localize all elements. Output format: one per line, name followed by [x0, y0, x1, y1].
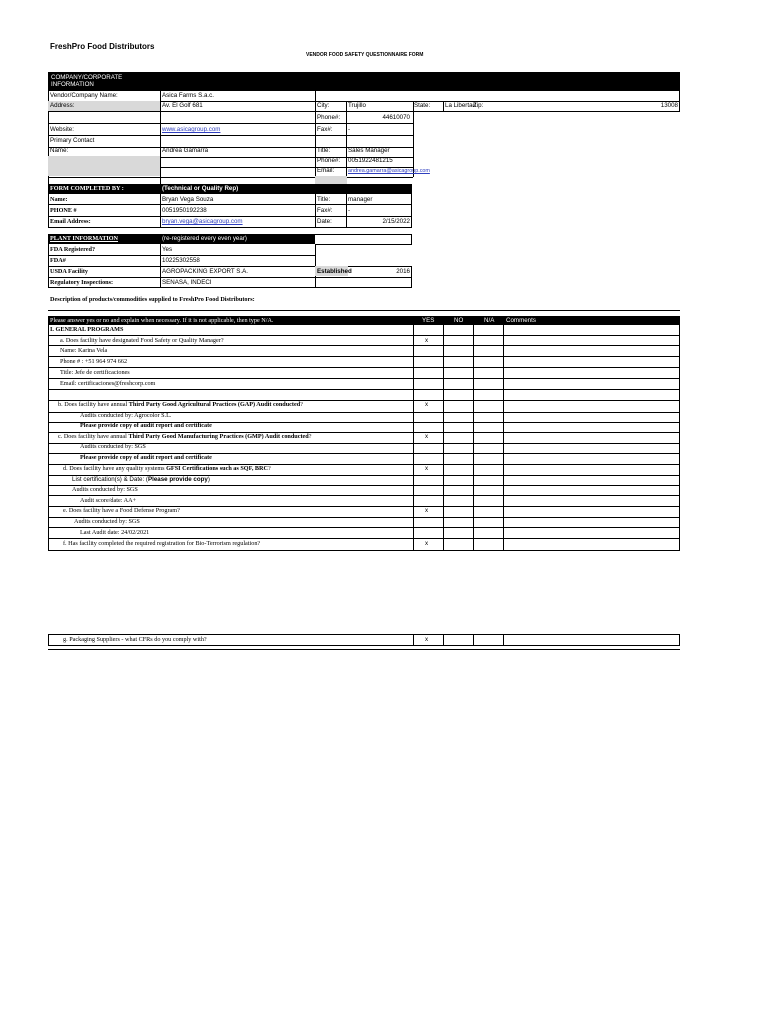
answer-b-yes[interactable]: x — [425, 401, 429, 408]
website-label: Website: — [50, 126, 74, 133]
zip-value: 13008 — [660, 102, 678, 109]
plant-section-title: PLANT INFORMATION — [50, 235, 119, 242]
company-heading: FreshPro Food Distributors — [50, 42, 155, 51]
answer-g-yes[interactable]: x — [425, 636, 429, 643]
zip-label: Zip: — [473, 102, 484, 109]
fda-number-label: FDA# — [50, 257, 66, 264]
completed-name-value: Bryan Vega Souza — [162, 196, 214, 203]
regulatory-label: Regulatory Inspections: — [50, 279, 114, 286]
completed-title-value: manager — [348, 196, 373, 203]
primary-contact-label: Primary Contact — [50, 137, 95, 144]
regulatory-value: SENASA, INDECI — [162, 279, 212, 286]
corporate-header-bar — [48, 72, 680, 91]
completed-fax-value: - — [348, 207, 351, 214]
question-b-copy: Please provide copy of audit report and certificate — [80, 422, 212, 429]
questions-header-bar — [48, 316, 680, 325]
question-d-audit: Audits conducted by: SGS — [72, 486, 138, 493]
address-value: Av. El Golf 681 — [162, 102, 203, 109]
state-value: La Libertad — [445, 102, 476, 109]
completed-title-label: Title: — [317, 196, 331, 203]
city-value: Trujillo — [348, 102, 366, 109]
contact-phone-label: Phone#: — [317, 157, 341, 164]
completed-phone-value: 0051950192238 — [162, 207, 207, 214]
contact-email-label: Email: — [317, 167, 335, 174]
address-label: Address: — [50, 102, 75, 109]
form-title: VENDOR FOOD SAFETY QUESTIONNAIRE FORM — [306, 52, 424, 58]
answer-e-yes[interactable]: x — [425, 507, 429, 514]
fda-number-value: 10225302558 — [162, 257, 200, 264]
contact-title-value: Sales Manager — [348, 147, 390, 154]
question-c-audit: Audits conducted by: SGS — [80, 443, 146, 450]
city-label: City: — [317, 102, 330, 109]
completed-email-label: Email Address: — [50, 218, 91, 225]
fax-value: - — [348, 126, 351, 133]
general-programs-heading: I. GENERAL PROGRAMS — [50, 326, 124, 333]
col-no: NO — [454, 316, 464, 324]
vendor-label: Vendor/Company Name: — [50, 92, 118, 99]
question-f: f. Has facility completed the required registration for Bio-Terrorism regulation? — [63, 540, 261, 547]
answer-a-yes[interactable]: x — [425, 337, 429, 344]
question-b-audit: Audits conducted by: Agrocolor S.L. — [80, 412, 172, 419]
established-label: Established — [317, 268, 352, 275]
completed-section-title: FORM COMPLETED BY : — [50, 185, 124, 192]
corporate-section-title: COMPANY/CORPORATE INFORMATION — [51, 74, 123, 88]
usda-label: USDA Facility — [50, 268, 88, 275]
question-e: e. Does facility have a Food Defense Program? — [63, 507, 180, 514]
products-description: Description of products/commodities supplied to FreshPro Food Distributors: — [50, 296, 255, 303]
question-a: a. Does facility have designated Food Safety or Quality Manager? — [60, 337, 224, 344]
phone-value: 44610070 — [382, 114, 410, 121]
completed-name-label: Name: — [50, 196, 68, 203]
question-c: c. Does facility have annual Third Party Good Manufacturing Practices (GMP) Audit conducted? — [58, 433, 312, 440]
completed-date-label: Date: — [317, 218, 332, 225]
vendor-value: Asica Farms S.a.c. — [162, 92, 214, 99]
fax-label: Fax#: — [317, 126, 333, 133]
contact-email-link[interactable]: andrea.gamarra@asicagroup.com — [348, 168, 430, 174]
question-a-phone: Phone # : +51 964 974 662 — [60, 358, 128, 365]
question-e-date: Last Audit date: 24/02/2021 — [80, 529, 150, 536]
contact-phone-value: 0051922481215 — [348, 157, 393, 164]
question-c-copy: Please provide copy of audit report and certificate — [80, 454, 212, 461]
col-na: N/A — [484, 316, 495, 324]
plant-section-sub: (re-registered every even year) — [162, 235, 247, 242]
question-a-title: Title: Jefe de certificaciones — [60, 369, 130, 376]
question-d: d. Does facility have any quality systems GFSI Certifications such as SQF, BRC? — [63, 465, 271, 472]
completed-email-link[interactable]: bryan.vega@asicagroup.com — [162, 218, 243, 225]
usda-value: AGROPACKING EXPORT S.A. — [162, 268, 248, 275]
col-yes: YES — [422, 316, 435, 324]
completed-section-sub: (Technical or Quality Rep) — [162, 185, 239, 192]
answer-f-yes[interactable]: x — [425, 540, 429, 547]
completed-fax-label: Fax#: — [317, 207, 333, 214]
question-g: g. Packaging Suppliers - what CFRs do you comply with? — [63, 636, 207, 643]
question-e-audit: Audits conducted by: SGS — [74, 518, 140, 525]
fda-registered-label: FDA Registered? — [50, 246, 96, 253]
established-value: 2016 — [396, 268, 410, 275]
question-d-score: Audit score/date: AA+ — [80, 497, 137, 504]
questions-instructions: Please answer yes or no and explain when necessary. If it is not applicable, then type N/A. — [50, 316, 274, 324]
state-label: State: — [414, 102, 431, 109]
col-comments: Comments — [506, 316, 536, 324]
fda-registered-value: Yes — [162, 246, 173, 253]
website-link[interactable]: www.asicagroup.com — [162, 126, 221, 133]
question-d-list: List certification(s) & Date: (Please provide copy) — [72, 476, 210, 483]
question-a-name: Name: Karina Vela — [60, 347, 108, 354]
answer-d-yes[interactable]: x — [425, 465, 429, 472]
question-a-email: Email: certificaciones@freshcorp.com — [60, 380, 156, 387]
completed-date-value: 2/15/2022 — [382, 218, 410, 225]
question-b: b. Does facility have annual Third Party Good Agricultural Practices (GAP) Audit conducted? — [58, 401, 303, 408]
contact-title-label: Title: — [317, 147, 331, 154]
completed-phone-label: PHONE # — [50, 207, 77, 214]
phone-label: Phone#: — [317, 114, 341, 121]
contact-name-value: Andrea Gamarra — [162, 147, 209, 154]
answer-c-yes[interactable]: x — [425, 433, 429, 440]
contact-name-label: Name: — [50, 147, 69, 154]
completed-header-bar — [48, 184, 412, 194]
